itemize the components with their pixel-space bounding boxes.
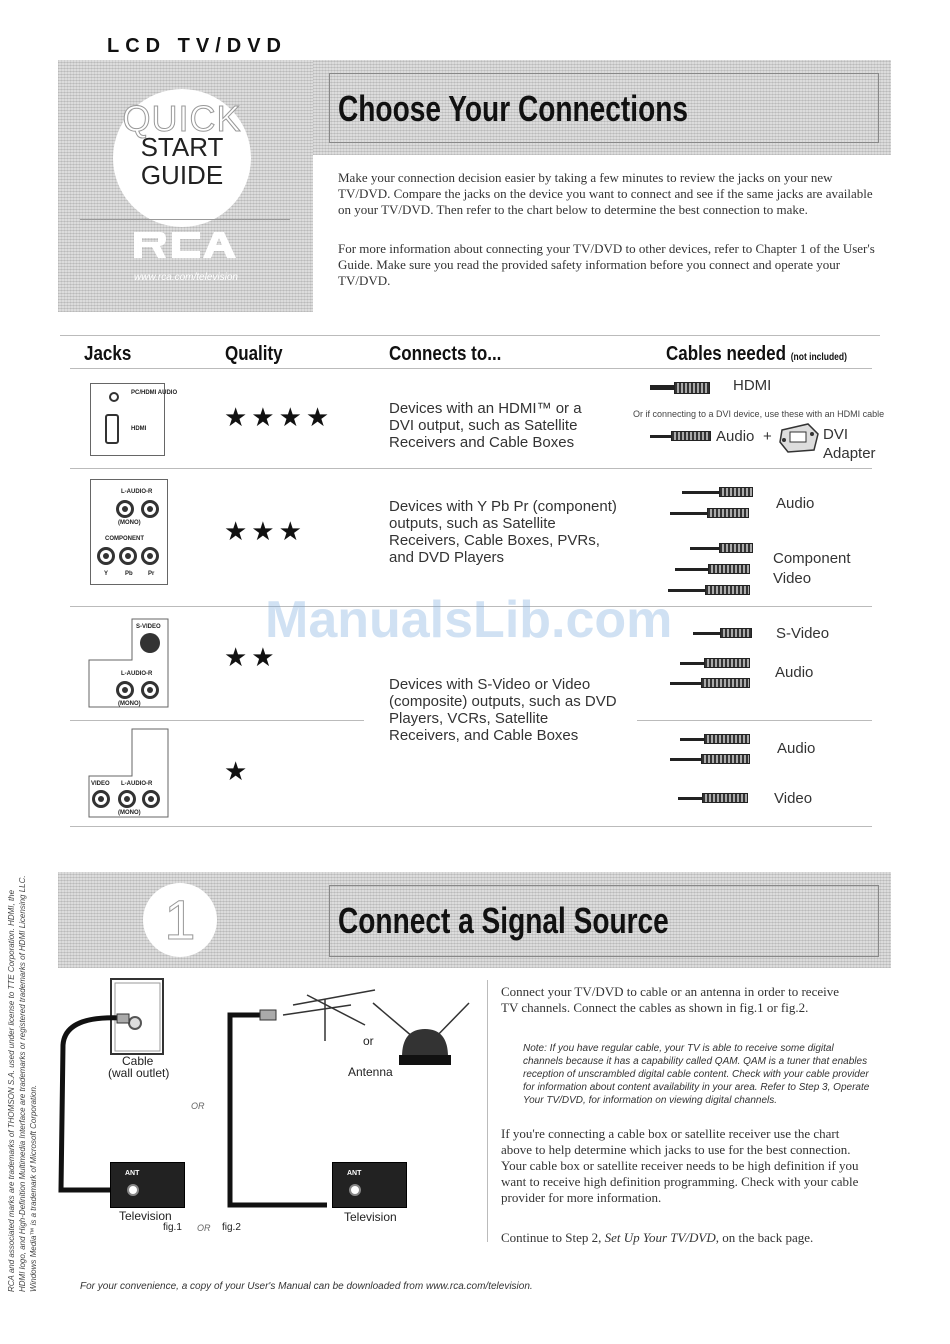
rca-url: www.rca.com/television — [134, 272, 238, 283]
row-rule — [637, 720, 872, 721]
video-label: VIDEO — [91, 781, 110, 787]
quick-start-quick: QUICK — [122, 98, 242, 139]
pb-label: Pb — [125, 571, 133, 577]
hdmi-jack-panel — [90, 383, 178, 456]
cable-video-label: Video — [773, 570, 812, 587]
audio-cable-icon — [680, 738, 705, 741]
cable-label: Cable — [122, 1054, 154, 1068]
quick-start-start: START — [140, 132, 224, 162]
wall-outlet-label: (wall outlet) — [108, 1066, 170, 1080]
pb-jack-icon — [119, 547, 137, 565]
product-label: LCD TV/DVD — [107, 35, 287, 57]
audio-r-jack-icon — [142, 790, 160, 808]
cable-audio-label: Audio — [776, 495, 815, 512]
qam-note: Note: If you have regular cable, your TV is able to receive some digital channels because it has a capability called QAM. QAM is a tuner that enables reception of unscrambled digital cable content. Check with your cable provider for information about content availability in your area. Refer to Step 3, Operate Your TV/DVD, for information on viewing digital channels. — [523, 1043, 870, 1106]
hdmi-cable-icon — [650, 385, 675, 390]
cable-component-label: Component — [773, 550, 851, 567]
video-jack-icon — [92, 790, 110, 808]
video-cable-icon — [678, 797, 703, 800]
section2-paragraph-1: Connect your TV/DVD to cable or an antenna in order to receive TV channels. Connect the cables as shown in fig.1 or fig.2. — [501, 984, 839, 1015]
component-label: COMPONENT — [105, 536, 144, 542]
section2-paragraph-3 — [501, 1230, 871, 1246]
component-cable-icon — [675, 568, 709, 571]
watermark: ManualsLib.com — [265, 591, 673, 649]
cable-dvi-label: DVI — [823, 426, 849, 443]
svideo-label: S-VIDEO — [136, 624, 161, 630]
audio-r-jack-icon — [141, 500, 159, 518]
mono-label: (MONO) — [118, 520, 141, 526]
divider — [80, 219, 290, 220]
audio-cable-icon — [650, 435, 672, 438]
step2-reference: Set Up Your TV/DVD — [604, 1230, 716, 1245]
intro-paragraph-2: For more information about connecting your TV/DVD to other devices, refer to Chapter 1 of the User's Guide. Make sure you read the provided safety information before you connect and operate your TV/DVD. — [338, 241, 875, 288]
mono-label: (MONO) — [118, 701, 141, 707]
or-label: or — [363, 1034, 374, 1048]
continue-suffix: , on the back page. — [715, 1230, 814, 1245]
column-divider — [487, 980, 488, 1242]
row-rule — [70, 468, 872, 469]
component-plug-icon — [705, 585, 750, 595]
legal-trademarks: RCA and associated marks are trademarks of THOMSON S.A. used under license to TTE Corporation. HDMI, the HDMI logo, and High-Definition Multimedia Interface are trademarks or registered trademarks of HDMI Licensing LLC. Windows Media™ is a trademark of Microsoft Corporation. — [7, 875, 38, 1292]
television-icon — [110, 1162, 185, 1208]
footer-note: For your convenience, a copy of your User's Manual can be downloaded from www.rca.com/television. — [80, 1281, 533, 1292]
composite-description: Devices with S-Video or Video (composite) outputs, such as DVD Players, VCRs, Satellite Receivers, and Cable Boxes — [389, 676, 617, 744]
audio-plug-icon — [704, 734, 750, 744]
y-jack-icon — [97, 547, 115, 565]
ant-jack-icon — [127, 1184, 139, 1196]
cable-video-label: Video — [774, 790, 813, 807]
quality-stars-4: ★★★★ — [224, 402, 334, 432]
not-included-label: (not included) — [790, 352, 847, 363]
audio-l-jack-icon — [116, 500, 134, 518]
pr-jack-icon — [141, 547, 159, 565]
video-plug-icon — [702, 793, 748, 803]
component-plug-icon — [708, 564, 750, 574]
cables-needed-label: Cables needed — [666, 343, 786, 365]
pc-hdmi-audio-label: PC/HDMI AUDIO — [131, 390, 178, 396]
plus-sign: + — [763, 428, 772, 445]
ant-label: ANT — [347, 1170, 362, 1177]
audio-plug-icon — [701, 754, 750, 764]
audio-plug-icon — [707, 508, 749, 518]
audio-lr-label: L-AUDIO-R — [121, 781, 153, 787]
cable-svideo-label: S-Video — [776, 625, 830, 642]
intro-paragraph-1: Make your connection decision easier by taking a few minutes to review the jacks on your new TV/DVD. Compare the jacks on the device you want to connect and see if the same jacks are available on your TV/DVD. Then refer to the chart below to determine the best connection to make. — [338, 170, 873, 217]
column-header-connects: Connects to... — [389, 343, 502, 365]
component-cable-icon — [690, 547, 720, 550]
audio-lr-label: L-AUDIO-R — [121, 489, 153, 495]
pc-audio-jack-icon — [109, 392, 119, 402]
component-plug-icon — [719, 543, 753, 553]
audio-cable-icon — [670, 512, 708, 515]
quality-stars-1: ★ — [224, 756, 252, 786]
audio-lr-label: L-AUDIO-R — [121, 671, 153, 677]
component-jack-panel — [90, 479, 168, 585]
column-header-cables — [666, 343, 847, 366]
fig2-label: fig.2 — [222, 1222, 241, 1233]
cable-audio-label: Audio — [777, 740, 816, 757]
ant-label: ANT — [125, 1170, 140, 1177]
section-title: Connect a Signal Source — [338, 900, 669, 941]
audio-l-jack-icon — [116, 681, 134, 699]
dvi-note: Or if connecting to a DVI device, use these with an HDMI cable — [633, 409, 885, 419]
fig1-label: fig.1 — [163, 1222, 182, 1233]
table-bottom-rule — [70, 826, 872, 827]
header-rule — [70, 368, 872, 369]
hdmi-description: Devices with an HDMI™ or a DVI output, such as Satellite Receivers and Cable Boxes — [389, 400, 582, 451]
svideo-cable-icon — [693, 632, 721, 635]
page-title: Choose Your Connections — [338, 88, 688, 129]
hdmi-jack-label: HDMI — [131, 426, 147, 432]
audio-plug-icon — [671, 431, 711, 441]
hdmi-port-icon — [105, 414, 119, 444]
audio-plug-icon — [719, 487, 753, 497]
continue-text: Continue to Step 2, — [501, 1230, 605, 1245]
or-small-label: OR — [191, 1101, 205, 1111]
rca-logo — [132, 230, 238, 260]
audio-l-jack-icon — [118, 790, 136, 808]
cable-audio-label: Audio — [716, 428, 755, 445]
television-label: Television — [344, 1210, 397, 1224]
cable-audio-label: Audio — [775, 664, 814, 681]
component-description: Devices with Y Pb Pr (component) outputs, such as Satellite Receivers, Cable Boxes, PVRs, and DVD Players — [389, 498, 617, 566]
cable-hdmi-label: HDMI — [733, 377, 772, 394]
mono-label: (MONO) — [118, 810, 141, 816]
pr-label: Pr — [148, 571, 155, 577]
quality-stars-3: ★★★ — [224, 516, 306, 546]
component-cable-icon — [668, 589, 706, 592]
cable-adapter-label: Adapter — [823, 445, 876, 462]
svideo-plug-icon — [720, 628, 752, 638]
television-icon — [332, 1162, 407, 1208]
audio-cable-icon — [670, 758, 702, 761]
dvi-adapter-icon — [778, 422, 820, 454]
section2-paragraph-2: If you're connecting a cable box or satellite receiver use the chart above to help determine which jacks to use for the best connection. Your cable box or satellite receiver needs to be high definition if you want to receive high definition programming. Check with your cable provider for more information. — [501, 1126, 859, 1205]
quick-start-guide: GUIDE — [140, 160, 224, 190]
ant-jack-icon — [349, 1184, 361, 1196]
hdmi-plug-icon — [674, 382, 710, 394]
row-rule — [70, 720, 364, 721]
step-number: 1 — [164, 888, 196, 951]
television-label: Television — [119, 1209, 172, 1223]
audio-cable-icon — [682, 491, 720, 494]
table-top-rule — [60, 335, 880, 336]
audio-plug-icon — [701, 678, 750, 688]
audio-cable-icon — [680, 662, 705, 665]
antenna-label: Antenna — [348, 1065, 393, 1079]
quality-stars-2: ★★ — [224, 642, 279, 672]
y-label: Y — [104, 571, 109, 577]
svideo-jack-icon — [140, 633, 160, 653]
audio-plug-icon — [704, 658, 750, 668]
column-header-jacks: Jacks — [84, 343, 132, 365]
audio-r-jack-icon — [141, 681, 159, 699]
audio-cable-icon — [670, 682, 702, 685]
fig-or-label: OR — [197, 1223, 211, 1233]
column-header-quality: Quality — [225, 343, 283, 365]
